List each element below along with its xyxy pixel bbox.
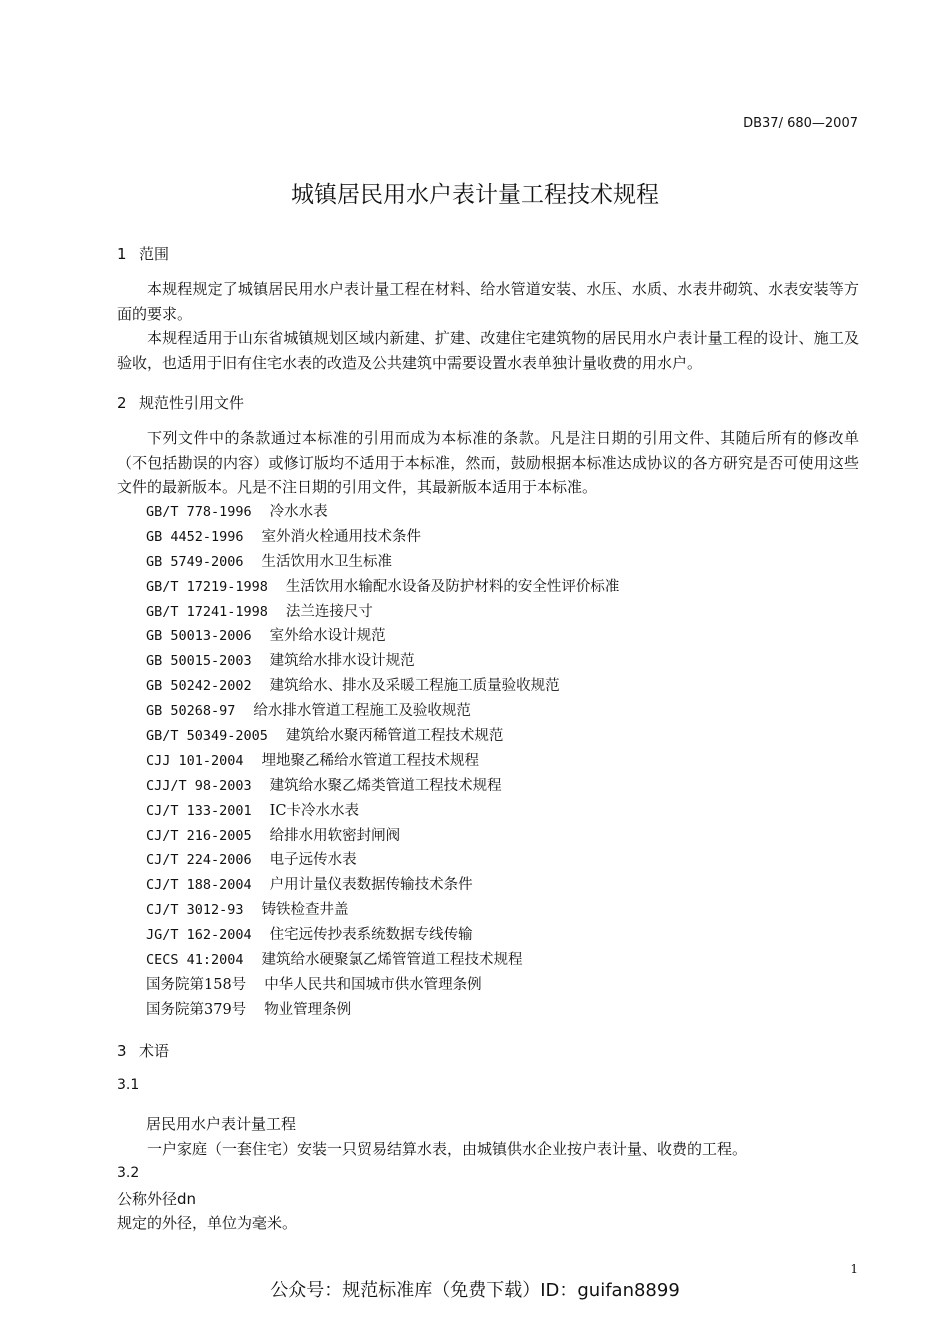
reference-code: CJ/T 224-2006 bbox=[146, 852, 252, 869]
reference-title: 生活饮用水输配水设备及防护材料的安全性评价标准 bbox=[285, 578, 620, 595]
term-definition: 规定的外径，单位为毫米。 bbox=[117, 1214, 298, 1232]
section-title: 范围 bbox=[139, 245, 170, 263]
reference-code: JG/T 162-2004 bbox=[146, 927, 252, 944]
reference-code: 国务院第158号 bbox=[146, 976, 247, 993]
reference-title: 室外消火栓通用技术条件 bbox=[261, 528, 422, 545]
section-number: 2 bbox=[117, 394, 127, 412]
reference-code: CJJ/T 98-2003 bbox=[146, 777, 252, 794]
section-3-heading bbox=[117, 1040, 169, 1061]
reference-list bbox=[146, 500, 619, 1023]
reference-item bbox=[146, 674, 619, 699]
footer-watermark: 公众号：规范标准库（免费下载）ID：guifan8899 bbox=[270, 1280, 680, 1301]
reference-item bbox=[146, 624, 619, 649]
reference-code: GB/T 17241-1998 bbox=[146, 603, 268, 620]
section-2-paragraph: 下列文件中的条款通过本标准的引用而成为本标准的条款。凡是注日期的引用文件、其随后所有的修改单（不包括勘误的内容）或修订版均不适用于本标准，然而，鼓励根据本标准达成协议的各方研究是否可使用这些文件的最新版本。凡是不注日期的引用文件，其最新版本适用于本标准。 bbox=[117, 429, 859, 496]
page-number: 1 bbox=[850, 1262, 858, 1276]
section-1-paragraph-2: 本规程适用于山东省城镇规划区域内新建、扩建、改建住宅建筑物的居民用水户表计量工程的设计、施工及验收，也适用于旧有住宅水表的改造及公共建筑中需要设置水表单独计量收费的用水户。 bbox=[117, 329, 859, 372]
reference-title: 冷水水表 bbox=[269, 504, 328, 520]
reference-title: 给水排水管道工程施工及验收规范 bbox=[253, 703, 471, 720]
reference-title: 埋地聚乙稀给水管道工程技术规程 bbox=[261, 752, 480, 769]
reference-title: 建筑给水硬聚氯乙烯管管道工程技术规程 bbox=[261, 952, 523, 969]
reference-code: CJ/T 216-2005 bbox=[146, 827, 252, 844]
term-name: 居民用水户表计量工程 bbox=[146, 1115, 297, 1133]
section-number: 1 bbox=[117, 245, 127, 263]
reference-code: GB/T 50349-2005 bbox=[146, 728, 268, 745]
reference-code: CJ/T 3012-93 bbox=[146, 902, 244, 919]
reference-item bbox=[146, 649, 619, 674]
reference-item bbox=[146, 923, 619, 948]
reference-title: 建筑给水聚乙烯类管道工程技术规程 bbox=[269, 777, 502, 794]
section-1-heading bbox=[117, 243, 169, 264]
section-number: 3 bbox=[117, 1042, 127, 1060]
reference-title: 建筑给水聚丙稀管道工程技术规范 bbox=[285, 728, 504, 745]
reference-item bbox=[146, 848, 619, 873]
reference-item bbox=[146, 500, 619, 525]
term-number: 3.2 bbox=[117, 1165, 140, 1181]
reference-item bbox=[146, 575, 619, 600]
reference-code: CJ/T 188-2004 bbox=[146, 877, 252, 894]
section-title: 规范性引用文件 bbox=[139, 394, 245, 412]
reference-item bbox=[146, 600, 619, 625]
document-code: DB37/ 680—2007 bbox=[743, 116, 858, 131]
reference-title: IC卡冷水水表 bbox=[269, 802, 359, 819]
document-title: 城镇居民用水户表计量工程技术规程 bbox=[291, 182, 659, 208]
reference-item bbox=[146, 525, 619, 550]
term-number: 3.1 bbox=[117, 1077, 140, 1093]
reference-code: GB/T 778-1996 bbox=[146, 504, 252, 520]
reference-item bbox=[146, 973, 619, 998]
reference-code: CJJ 101-2004 bbox=[146, 752, 244, 769]
section-2-heading bbox=[117, 392, 244, 413]
reference-title: 物业管理条例 bbox=[264, 1001, 352, 1018]
reference-code: GB 4452-1996 bbox=[146, 528, 244, 545]
term-definition: 一户家庭（一套住宅）安装一只贸易结算水表，由城镇供水企业按户表计量、收费的工程。 bbox=[147, 1140, 748, 1158]
reference-code: GB/T 17219-1998 bbox=[146, 578, 268, 595]
reference-title: 法兰连接尺寸 bbox=[285, 603, 373, 620]
reference-code: GB 5749-2006 bbox=[146, 553, 244, 570]
reference-title: 中华人民共和国城市供水管理条例 bbox=[264, 976, 482, 993]
reference-title: 铸铁检查井盖 bbox=[261, 902, 349, 919]
reference-title: 给排水用软密封闸阀 bbox=[269, 827, 401, 844]
reference-item bbox=[146, 699, 619, 724]
reference-code: GB 50268-97 bbox=[146, 703, 236, 720]
reference-item bbox=[146, 824, 619, 849]
reference-item bbox=[146, 749, 619, 774]
term-name: 公称外径dn bbox=[117, 1190, 197, 1208]
section-title: 术语 bbox=[139, 1042, 170, 1060]
reference-code: CJ/T 133-2001 bbox=[146, 802, 252, 819]
reference-item bbox=[146, 873, 619, 898]
reference-item bbox=[146, 550, 619, 575]
reference-title: 室外给水设计规范 bbox=[269, 628, 386, 645]
reference-code: GB 50015-2003 bbox=[146, 653, 252, 670]
reference-code: GB 50013-2006 bbox=[146, 628, 252, 645]
reference-title: 电子远传水表 bbox=[269, 852, 357, 869]
reference-code: 国务院第379号 bbox=[146, 1001, 247, 1018]
reference-code: CECS 41:2004 bbox=[146, 952, 244, 969]
reference-code: GB 50242-2002 bbox=[146, 678, 252, 695]
reference-title: 住宅远传抄表系统数据专线传输 bbox=[269, 927, 473, 944]
reference-title: 建筑给水排水设计规范 bbox=[269, 653, 415, 670]
reference-item bbox=[146, 724, 619, 749]
reference-item bbox=[146, 898, 619, 923]
reference-item bbox=[146, 774, 619, 799]
section-1-paragraph-1: 本规程规定了城镇居民用水户表计量工程在材料、给水管道安装、水压、水质、水表井砌筑、水表安装等方面的要求。 bbox=[117, 280, 859, 323]
reference-item bbox=[146, 998, 619, 1023]
reference-title: 生活饮用水卫生标准 bbox=[261, 553, 393, 570]
reference-title: 建筑给水、排水及采暖工程施工质量验收规范 bbox=[269, 678, 560, 695]
reference-item bbox=[146, 948, 619, 973]
reference-title: 户用计量仪表数据传输技术条件 bbox=[269, 877, 473, 894]
reference-item bbox=[146, 799, 619, 824]
